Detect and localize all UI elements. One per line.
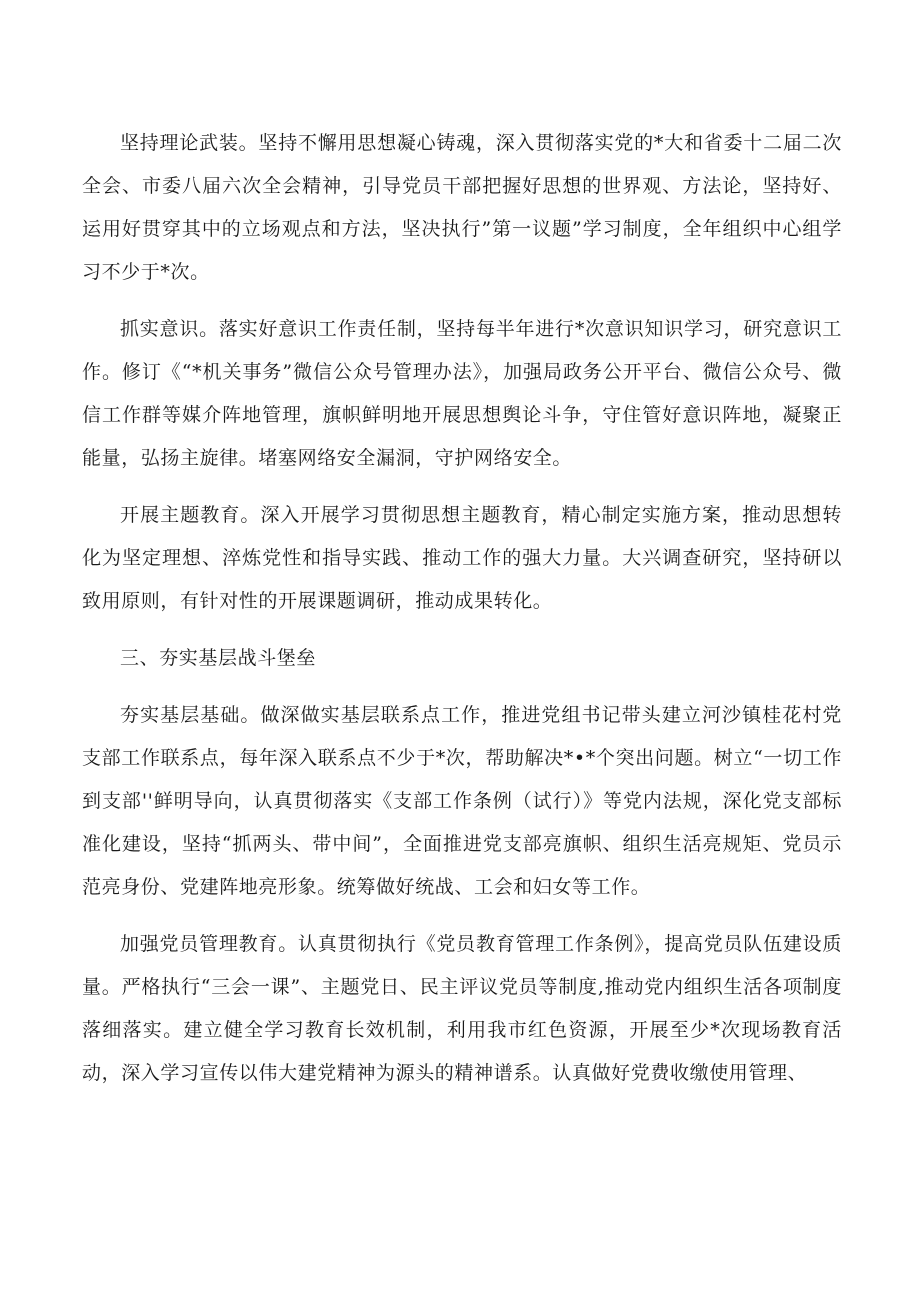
paragraph-grassroots-foundation: 夯实基层基础。做深做实基层联系点工作，推进党组书记带头建立河沙镇桂花村党支部工作联系点，每年深入联系点不少于*次，帮助解决*•*个突出问题。树立“一切工作到支部''鲜明导向，认真贯彻落实《支部工作条例（试行）》等党内法规，深化党支部标准化建设，坚持“抓两头、带中间”，全面推进党支部亮旗帜、组织生活亮规矩、党员示范亮身份、党建阵地亮形象。统筹做好统战、工会和妇女等工作。 — [82, 704, 842, 898]
document-body — [82, 122, 842, 1109]
paragraph-ideology-awareness: 抓实意识。落实好意识工作责任制，坚持每半年进行*次意识知识学习，研究意识工作。修订《“*机关事务”微信公众号管理办法》，加强局政务公开平台、微信公众号、微信工作群等媒介阵地管理，旗帜鲜明地开展思想舆论斗争，守住管好意识阵地，凝聚正能量，弘扬主旋律。堵塞网络安全漏洞，守护网络安全。 — [82, 318, 842, 469]
section-heading-grassroots: 三、夯实基层战斗堡垒 — [120, 647, 317, 669]
paragraph-theme-education: 开展主题教育。深入开展学习贯彻思想主题教育，精心制定实施方案，推动思想转化为坚定理想、淬炼党性和指导实践、推动工作的强大力量。大兴调查研究，坚持研以致用原则，有针对性的开展课题调研，推动成果转化。 — [82, 504, 842, 612]
paragraph-party-member-management: 加强党员管理教育。认真贯彻执行《党员教育管理工作条例》，提高党员队伍建设质量。严格执行“三会一课”、主题党日、民主评议党员等制度,推动党内组织生活各项制度落细落实。建立健全学习教育长效机制，利用我市红色资源，开展至少*次现场教育活动，深入学习宣传以伟大建党精神为源头的精神谱系。认真做好党费收缴使用管理、 — [82, 933, 842, 1084]
paragraph-theory-arming: 坚持理论武装。坚持不懈用思想凝心铸魂，深入贯彻落实党的*大和省委十二届二次全会、市委八届六次全会精神，引导党员干部把握好思想的世界观、方法论，坚持好、运用好贯穿其中的立场观点和方法，坚决执行”第一议题”学习制度，全年组织中心组学习不少于*次。 — [82, 132, 842, 283]
